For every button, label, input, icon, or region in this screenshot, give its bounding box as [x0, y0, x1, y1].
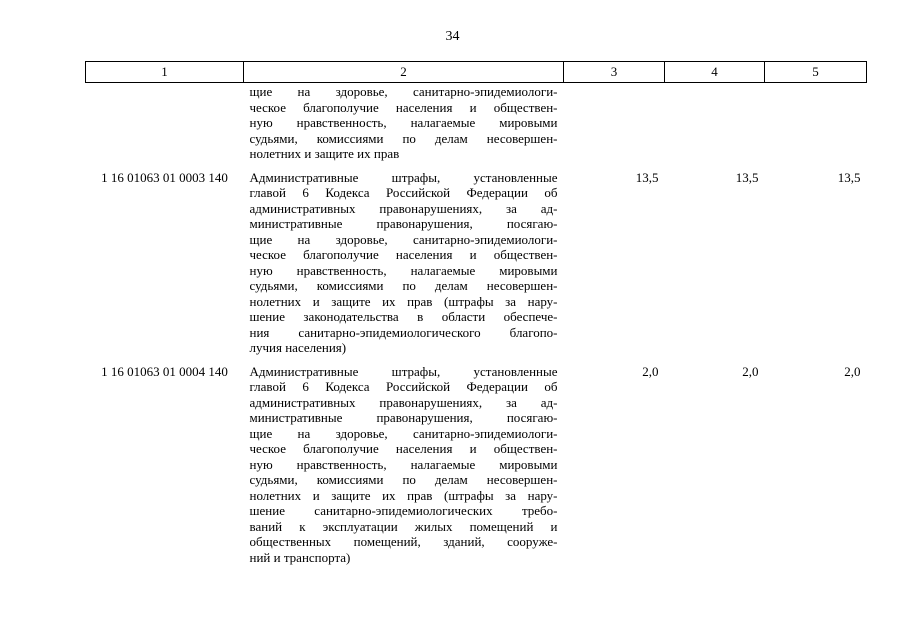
- description-line: главой 6 Кодекса Российской Федерации об: [249, 379, 558, 394]
- description-line: ния санитарно-эпидемиологического благопо-: [249, 324, 558, 340]
- description-line: щие на здоровье, санитарно-эпидемиологи-: [249, 231, 558, 247]
- description-line: ваний к эксплуатации жилых помещений и: [249, 518, 558, 534]
- description-line: щие на здоровье, санитарно-эпидемиологи-: [249, 84, 558, 99]
- budget-code-cell: 1 16 01063 01 0004 140: [101, 363, 228, 379]
- description-line: ческое благополучие населения и обществен-: [249, 99, 558, 115]
- description-line: ную нравственность, налагаемые мировыми: [249, 456, 558, 472]
- table-header: [86, 62, 867, 83]
- budget-code-cell: 1 16 01063 01 0003 140: [101, 169, 228, 185]
- description-line: министративные правонарушения, посягаю-: [249, 216, 558, 231]
- description-line: судьями, комиссиями по делам несовершен-: [249, 130, 558, 146]
- description-line: административных правонарушениях, за ад-: [249, 200, 558, 216]
- value-cell-col4: 13,5: [735, 169, 759, 185]
- description-line: министративные правонарушения, посягаю-: [249, 410, 558, 425]
- value-cell-col3: 13,5: [635, 169, 659, 185]
- table-row-continuation: [86, 83, 867, 170]
- description-cell: [244, 364, 564, 574]
- description-line: Административные штрафы, установленные: [249, 363, 558, 379]
- description-line: ную нравственность, налагаемые мировыми: [249, 115, 558, 130]
- value-cell: [665, 83, 765, 170]
- description-cell: [244, 170, 564, 364]
- description-line: главой 6 Кодекса Российской Федерации об: [249, 185, 558, 200]
- description-line: общественных помещений, зданий, сооруже-: [249, 534, 558, 549]
- description-line: ний и транспорта): [249, 549, 351, 565]
- description-line: Административные штрафы, установленные: [249, 169, 558, 185]
- description-line: ную нравственность, налагаемые мировыми: [249, 262, 558, 278]
- description-line: щие на здоровье, санитарно-эпидемиологи-: [249, 425, 558, 441]
- description-line: нолетних и защите их прав (штрафы за нару-: [249, 487, 558, 503]
- table-row: [86, 364, 867, 574]
- column-header-5: 5: [765, 62, 867, 83]
- description-cell: [244, 83, 564, 170]
- budget-table: [85, 61, 867, 573]
- description-line: шение санитарно-эпидемиологических требо-: [249, 503, 558, 518]
- value-cell-col4: 2,0: [742, 363, 759, 379]
- value-cell-col5: 2,0: [844, 363, 861, 379]
- description-line: судьями, комиссиями по делам несовершен-: [249, 472, 558, 487]
- description-line: ческое благополучие населения и обществен-: [249, 441, 558, 456]
- column-header-3: 3: [564, 62, 665, 83]
- table-row: [86, 170, 867, 364]
- column-header-2: 2: [244, 62, 564, 83]
- description-line: ческое благополучие населения и обществен-: [249, 247, 558, 262]
- description-line: лучия населения): [249, 340, 347, 355]
- column-header-1: 1: [86, 62, 244, 83]
- description-line: судьями, комиссиями по делам несовершен-: [249, 278, 558, 293]
- description-line: шение законодательства в области обеспече-: [249, 309, 558, 324]
- description-line: административных правонарушениях, за ад-: [249, 394, 558, 410]
- code-cell: [86, 83, 244, 170]
- value-cell: [765, 83, 867, 170]
- value-cell-col3: 2,0: [642, 363, 659, 379]
- description-line: нолетних и защите их прав (штрафы за нару-: [249, 293, 558, 309]
- value-cell: [564, 83, 665, 170]
- value-cell-col5: 13,5: [837, 169, 861, 185]
- column-header-4: 4: [665, 62, 765, 83]
- description-line: нолетних и защите их прав: [249, 146, 400, 161]
- page-number: 34: [445, 29, 460, 44]
